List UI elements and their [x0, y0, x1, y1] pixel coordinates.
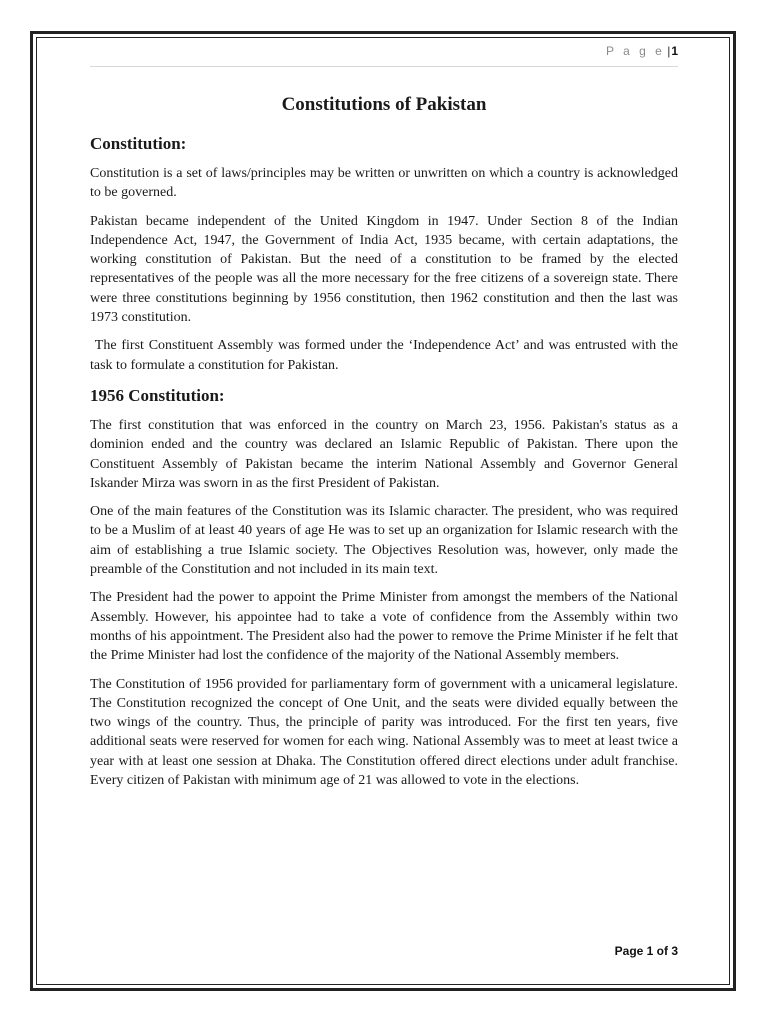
document-title: Constitutions of Pakistan [281, 94, 487, 115]
document-body [90, 92, 682, 799]
paragraph: The first Constituent Assembly was formed under the ‘Independence Act’ and was entrusted with the task to formulate a constitution for Pakistan. [90, 338, 682, 373]
paragraph: Constitution is a set of laws/principles may be written or unwritten on which a country is acknowledged to be governed. [90, 166, 678, 201]
paragraph: Pakistan became independent of the United Kingdom in 1947. Under Section 8 of the Indian Independence Act, 1947, the Government of India Act, 1935 became, with certain adaptations, the working constitution of Pakistan. But the need of a constitution to be framed by the elected representatives of the people was all the more necessary for the free citizens of a sovereign state. There were three constitutions beginning by 1956 constitution, then 1962 constitution and then the last was 1973 constitution. [90, 213, 678, 326]
page-number: 1 [671, 44, 678, 58]
paragraph: The President had the power to appoint the Prime Minister from amongst the members of the National Assembly. However, his appointee had to take a vote of confidence from the Assembly within two months of his appointment. The President also had the power to remove the Prime Minister if he felt that the Prime Minister had lost the confidence of the majority of the National Assembly members. [90, 590, 678, 664]
paragraph: The first constitution that was enforced in the country on March 23, 1956. Pakistan's status as a dominion ended and the country was declared an Islamic Republic of Pakistan. There upon the Constituent Assembly of Pakistan became the interim National Assembly and Governor General Iskander Mirza was sworn in as the first President of Pakistan. [90, 417, 678, 491]
page-label: P a g e [606, 44, 665, 58]
section-heading: 1956 Constitution: [90, 385, 225, 405]
page-footer: Page 1 of 3 [614, 944, 678, 958]
section-constitution [90, 132, 682, 375]
page-separator: | [667, 44, 671, 58]
paragraph: One of the main features of the Constitution was its Islamic character. The president, who was required to be a Muslim of at least 40 years of age He was to set up an organization for Islamic research with the aim of establishing a true Islamic society. The Objectives Resolution was, however, only made the preamble of the Constitution and not included in its main text. [90, 504, 678, 578]
section-heading: Constitution: [90, 134, 187, 153]
section-1956-constitution [90, 384, 678, 790]
page-header [90, 44, 678, 67]
paragraph: The Constitution of 1956 provided for parliamentary form of government with a unicameral legislature. The Constitution recognized the concept of One Unit, and the seats were divided equally between the two wings of the country. Thus, the principle of parity was introduced. For the first ten years, five additional seats were reserved for women for each wing. National Assembly was to meet at least twice a year with at least one session at Dhaka. The Constitution offered direct elections under adult franchise. Every citizen of Pakistan with minimum age of 21 was allowed to vote in the elections. [90, 676, 678, 789]
